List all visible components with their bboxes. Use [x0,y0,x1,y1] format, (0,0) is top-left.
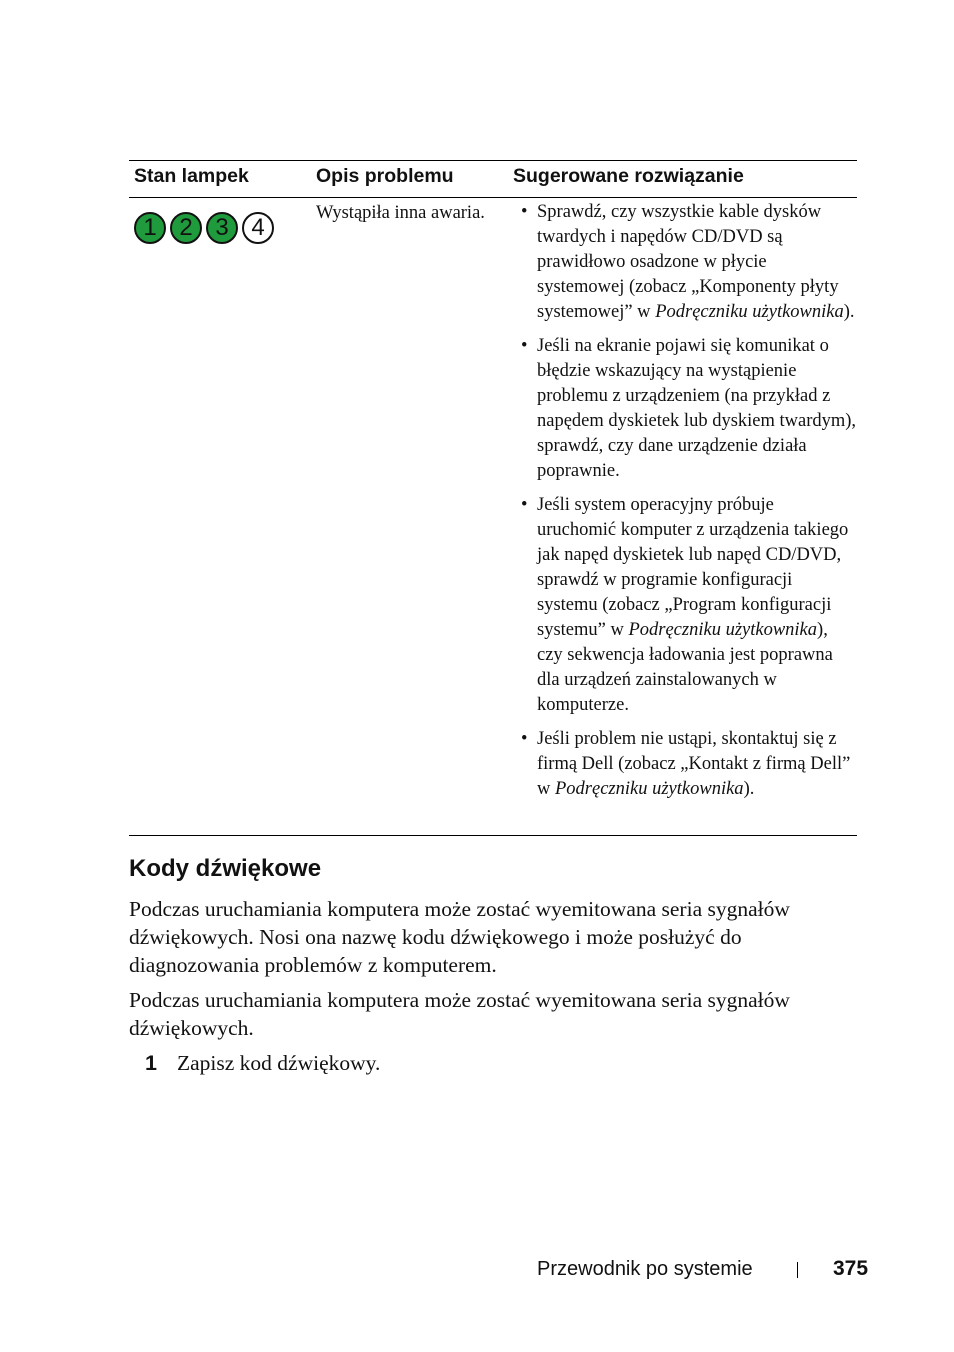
solution-item: • Sprawdź, czy wszystkie kable dysków twardych i napędów CD/DVD są prawidłowo osadzone w płycie systemowej (zobacz „Komponenty płyty systemowej” w Podręczniku użytkownika). [521,200,857,325]
footer-separator [797,1262,798,1278]
diagnostic-lights [134,212,274,244]
light-2-icon: 2 [170,212,202,244]
header-problem-description: Opis problemu [316,165,454,187]
section-heading: Kody dźwiękowe [129,855,322,882]
header-rule [129,197,857,198]
page-number: 375 [833,1257,869,1280]
step-item [145,1051,380,1076]
table-top-rule [129,160,857,161]
step-number: 1 [145,1051,157,1075]
problem-description: Wystąpiła inna awaria. [316,203,485,223]
solution-item: • Jeśli na ekranie pojawi się komunikat o błędzie wskazujący na wystąpienie problemu z urządzeniem (na przykład z napędem dyskietek lub dyskiem twardym), sprawdź, czy dane urządzenie działa poprawnie. [521,334,857,484]
section-paragraph: Podczas uruchamiania komputera może zostać wyemitowana seria sygnałów dźwiękowych. [129,988,790,1040]
table-bottom-rule [129,835,857,836]
header-light-status: Stan lampek [134,165,249,187]
light-3-icon: 3 [206,212,238,244]
step-text: Zapisz kod dźwiękowy. [177,1051,381,1075]
header-suggested-solution: Sugerowane rozwiązanie [513,165,744,187]
solution-item: • Jeśli system operacyjny próbuje uruchomić komputer z urządzenia takiego jak napęd dyskietek lub napęd CD/DVD, sprawdź w programie konfiguracji systemu (zobacz „Program konfiguracji systemu” w Podręczniku użytkownika), czy sekwencja ładowania jest poprawna dla urządzeń zainstalowanych w komputerze. [521,493,857,718]
light-1-icon: 1 [134,212,166,244]
footer-title: Przewodnik po systemie [537,1258,753,1280]
solution-list [521,200,857,811]
section-paragraph: Podczas uruchamiania komputera może zostać wyemitowana seria sygnałów dźwiękowych. Nosi ona nazwę kodu dźwiękowego i może posłużyć do diagnozowania problemów z komputerem. [129,897,790,977]
solution-item: • Jeśli problem nie ustąpi, skontaktuj się z firmą Dell (zobacz „Kontakt z firmą Dell” w Podręczniku użytkownika). [521,727,857,802]
light-4-icon: 4 [242,212,274,244]
